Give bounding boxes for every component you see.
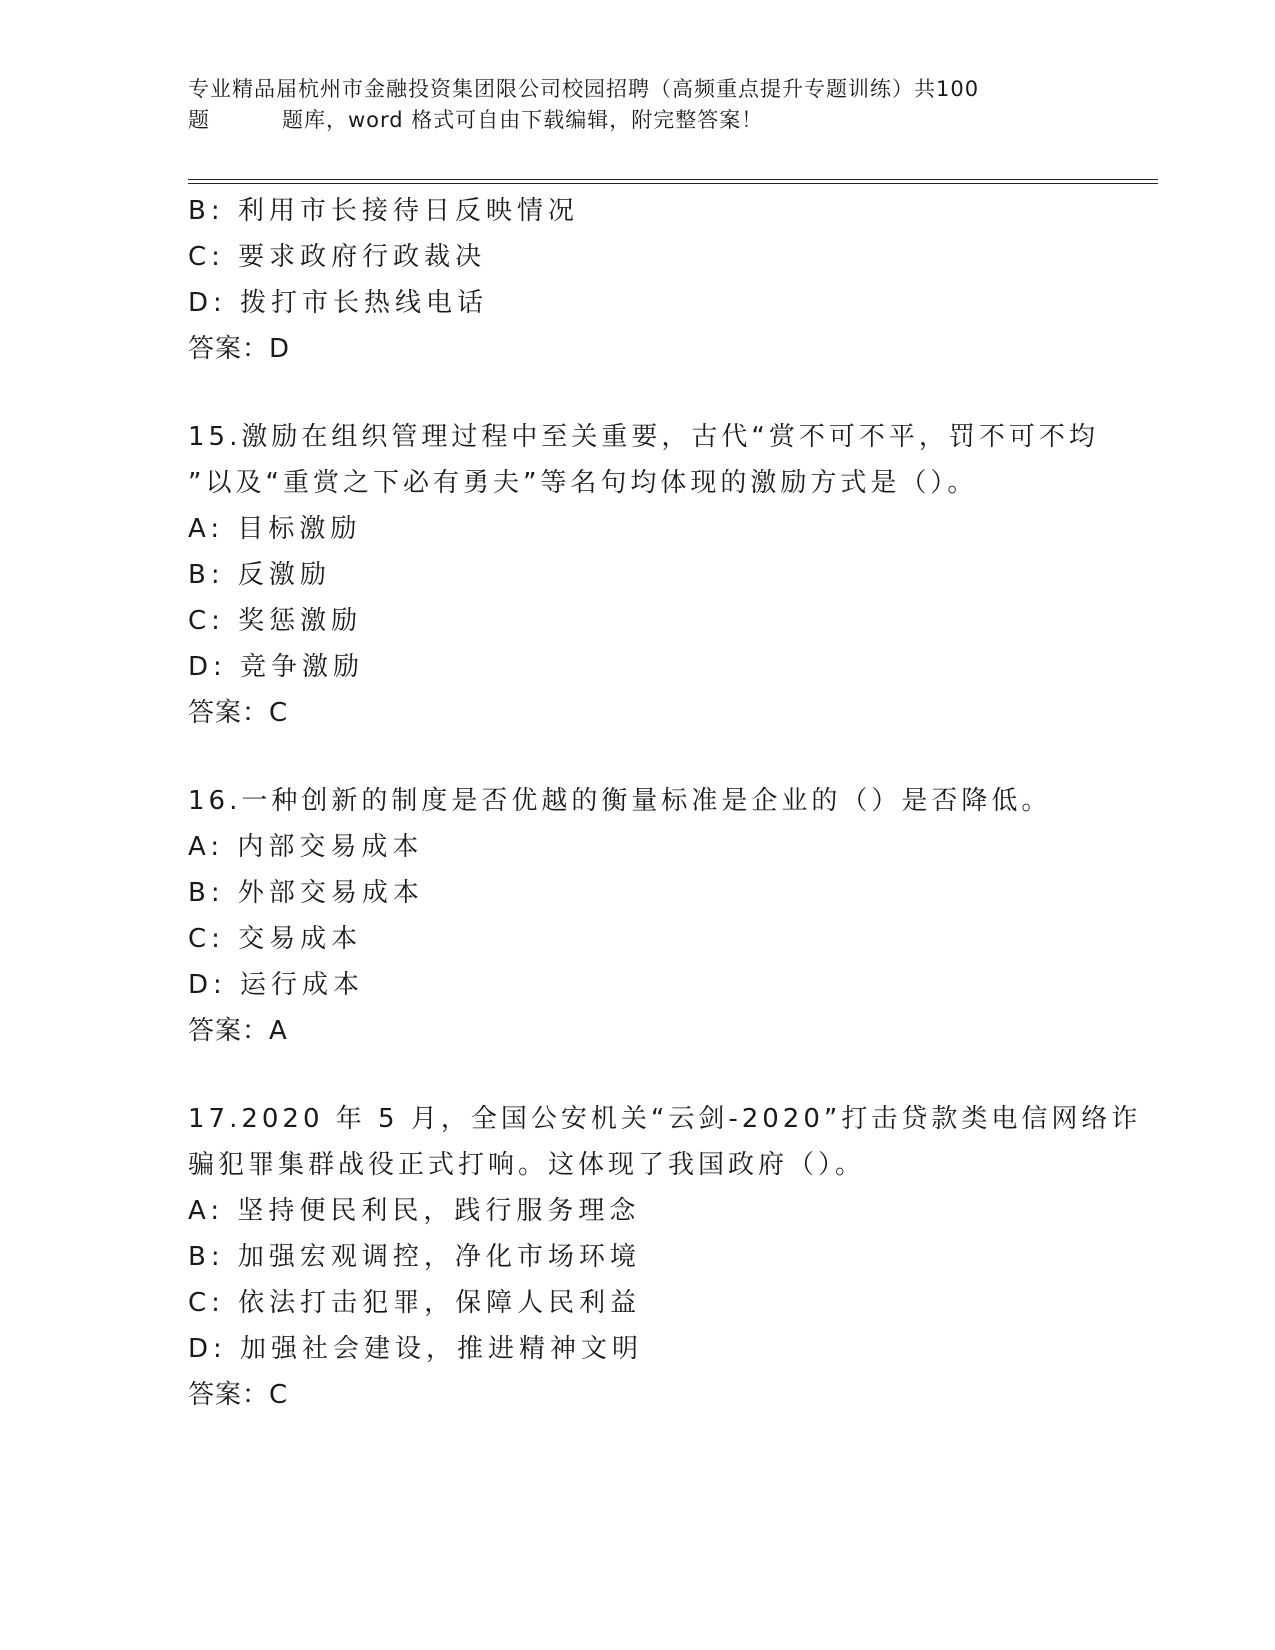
option-c: C: 交易成本 [188,924,363,954]
answer: 答案：A [188,1016,288,1046]
header-title-line1: 专业精品届杭州市金融投资集团限公司校园招聘（高频重点提升专题训练）共100 [188,77,980,101]
option-d: D: 运行成本 [188,970,365,1000]
option-a: A: 内部交易成本 [188,832,424,862]
option-b: B: 加强宏观调控，净化市场环境 [188,1242,641,1272]
option-d: D: 拨打市长热线电话 [188,288,489,318]
question-17 [188,1096,1142,1418]
option-a: A: 坚持便民利民，践行服务理念 [188,1196,641,1226]
question-14-tail [188,188,1118,372]
question-stem-cont: ”以及“重赏之下必有勇夫”等名句均体现的激励方式是（）。 [188,468,978,498]
header-title-line2-start: 题 [188,108,210,132]
header-title-line2-rest: 题库，word 格式可自由下载编辑，附完整答案！ [282,108,764,132]
option-a: A: 目标激励 [188,514,362,544]
question-stem: 17.2020 年 5 月，全国公安机关“云剑-2020”打击贷款类电信网络诈 [188,1104,1142,1134]
page-header [188,74,1088,136]
header-divider-bottom [188,183,1158,184]
option-b: B: 反激励 [188,560,331,590]
option-c: C: 奖惩激励 [188,606,363,636]
question-16 [188,778,1118,1054]
option-b: B: 利用市长接待日反映情况 [188,196,579,226]
answer: 答案：C [188,1380,289,1410]
option-b: B: 外部交易成本 [188,878,424,908]
header-divider-top [188,179,1158,180]
option-d: D: 竞争激励 [188,652,365,682]
answer: 答案：D [188,334,291,364]
question-stem: 15.激励在组织管理过程中至关重要，古代“赏不可不平，罚不可不均 [188,422,1099,452]
option-d: D: 加强社会建设，推进精神文明 [188,1334,644,1364]
question-list [188,188,1142,1418]
option-c: C: 依法打击犯罪，保障人民利益 [188,1288,642,1318]
header-title-line2 [188,105,1088,136]
option-c: C: 要求政府行政裁决 [188,242,487,272]
question-stem: 16.一种创新的制度是否优越的衡量标准是企业的（）是否降低。 [188,786,1052,816]
question-15 [188,414,1118,736]
answer: 答案：C [188,698,289,728]
question-stem-cont: 骗犯罪集群战役正式打响。这体现了我国政府（）。 [188,1150,866,1180]
